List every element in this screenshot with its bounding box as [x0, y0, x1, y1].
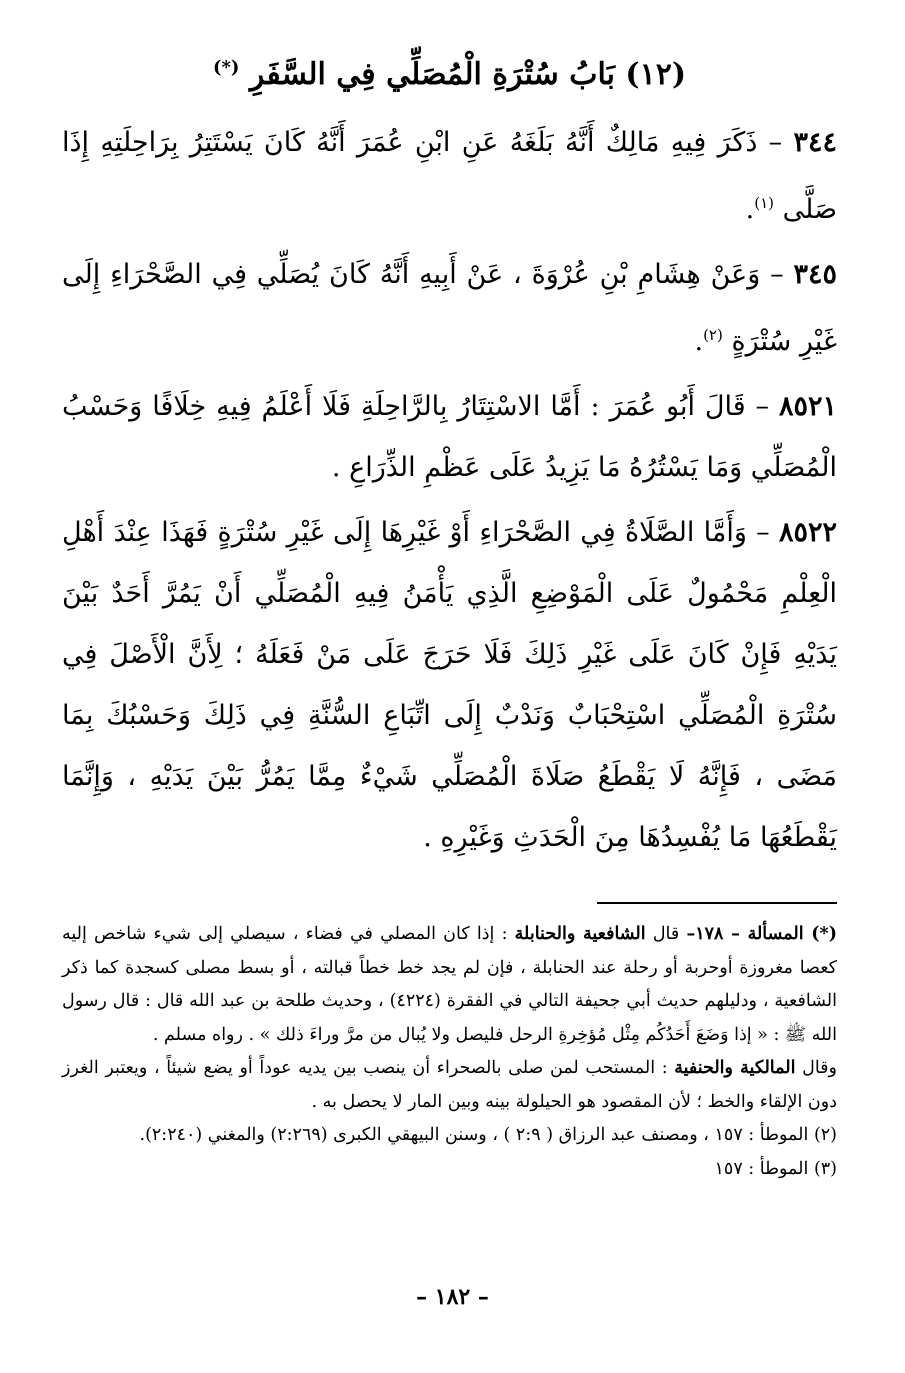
footnote-lead-word: قال: [652, 924, 680, 944]
footnote-school: المالكية والحنفية: [674, 1058, 796, 1078]
footnote-2: [62, 1119, 837, 1153]
paragraph-text: – ذَكَرَ فِيهِ مَالِكٌ أَنَّهُ بَلَغَهُ عَنِ ابْنِ عُمَرَ أَنَّهُ كَانَ يَسْتَتِرُ بِرَاحِلَتِهِ إِذَا صَلَّى: [62, 127, 837, 225]
footnote-text: الموطأ : ١٥٧: [714, 1158, 814, 1179]
footnote-number: (٣): [813, 1158, 837, 1179]
title-footnote-mark: (*): [212, 57, 240, 78]
footnote-3: [62, 1153, 837, 1187]
footnote-divider: [597, 902, 837, 904]
paragraph-344: [62, 112, 837, 240]
paragraph-number: ٣٤٤: [793, 127, 837, 158]
footnote-text: : إذا كان المصلي في فضاء ، سيصلي إلى شيء شاخص إليه كعصا مغروزة أوحربة أو رحلة عند الحنابلة ، فإن لم يجد خط خطاً قبالته ، أو بسط مصلى كسجدة كما ذكر الشافعية ، ودليلهم حديث أبي جحيفة التالي في الفقرة (٤٢٢٤) ، وحديث طلحة بن عبد الله قال : قال رسول الله ﷺ : « إذا وَضَعَ أَحَدُكُم مِثْل مُؤخِرةِ الرحل فليصل ولا يُبال من مرَّ وراءَ ذلك » . رواه مسلم .: [62, 924, 837, 1045]
footnote-star: [62, 918, 837, 1052]
paragraph-text: – وَأَمَّا الصَّلَاةُ فِي الصَّحْرَاءِ أَوْ غَيْرِهَا إِلَى غَيْرِ سُتْرَةٍ فَهَذَا عِنْدَ أَهْلِ الْعِلْمِ مَحْمُولٌ عَلَى الْمَوْضِعِ الَّذِي يَأْمَنُ فِيهِ الْمُصَلِّي أَنْ يَمُرَّ أَحَدٌ بَيْنَ يَدَيْهِ فَإِنْ كَانَ عَلَى غَيْرِ ذَلِكَ فَلَا حَرَجَ عَلَى مَنْ فَعَلَهُ ؛ لِأَنَّ الْأَصْلَ فِي سُتْرَةِ الْمُصَلِّي اسْتِحْبَابٌ وَنَدْبٌ إِلَى اتِّبَاعِ السُّنَّةِ فِي ذَلِكَ وَحَسْبُكَ بِمَا مَضَى ، فَإِنَّهُ لَا يَقْطَعُ صَلَاةَ الْمُصَلِّي شَيْءٌ مِمَّا يَمُرُّ بَيْنَ يَدَيْهِ ، وَإِنَّمَا يَقْطَعُهَا مَا يُفْسِدُهَا مِنَ الْحَدَثِ وَغَيْرِهِ .: [62, 517, 837, 853]
footnote-lead-word: وقال: [802, 1058, 837, 1078]
footnote-lead: (*) المسألة – ١٧٨–: [686, 924, 837, 944]
chapter-title: [62, 40, 837, 102]
footnote-number: (٢): [813, 1125, 837, 1145]
paragraph-number: ٨٥٢٢: [778, 517, 837, 548]
footnote-school: الشافعية والحنابلة: [514, 924, 646, 944]
footnote-divider-wrap: [62, 872, 837, 918]
paragraph-345: [62, 244, 837, 372]
chapter-title-text: (١٢) بَابُ سُتْرَةِ الْمُصَلِّي فِي السَّفَرِ: [249, 57, 687, 92]
footnote-ref: (١): [754, 194, 775, 212]
paragraph-8522: [62, 502, 837, 868]
paragraph-number: ٣٤٥: [793, 259, 837, 290]
page-number: – ١٨٢ –: [416, 1284, 489, 1310]
paragraph-end: .: [694, 326, 704, 357]
footnote-text: الموطأ : ١٥٧ ، ومصنف عبد الرزاق ( ٢:٩ ) ، وسنن البيهقي الكبرى (٢:٢٦٩) والمغني (٢:٢٤٠).: [139, 1125, 814, 1145]
footnote-text: : المستحب لمن صلى بالصحراء أن ينصب بين يديه عوداً أو يضع شيئاً ، ويعتبر الغرز دون الإلقاء والخط ؛ لأن المقصود هو الحيلولة بينه وبين المار لا يحصل به .: [62, 1058, 837, 1112]
footnote-ref: (٢): [703, 326, 723, 344]
footnotes: [62, 918, 837, 1186]
paragraph-text: – وَعَنْ هِشَامِ بْنِ عُرْوَةَ ، عَنْ أَبِيهِ أَنَّهُ كَانَ يُصَلِّي فِي الصَّحْرَاءِ إِلَى غَيْرِ سُتْرَةٍ: [62, 259, 837, 357]
footnote-star-continued: [62, 1052, 837, 1119]
main-text: [62, 112, 837, 868]
paragraph-end: .: [745, 194, 755, 225]
paragraph-8521: [62, 376, 837, 498]
paragraph-number: ٨٥٢١: [778, 391, 837, 422]
paragraph-text: – قَالَ أَبُو عُمَرَ : أَمَّا الاسْتِتَارُ بِالرَّاحِلَةِ فَلَا أَعْلَمُ فِيهِ خِلَافًا وَحَسْبُ الْمُصَلِّي وَمَا يَسْتُرُهُ مَا يَزِيدُ عَلَى عَظْمِ الذِّرَاعِ .: [62, 391, 837, 483]
